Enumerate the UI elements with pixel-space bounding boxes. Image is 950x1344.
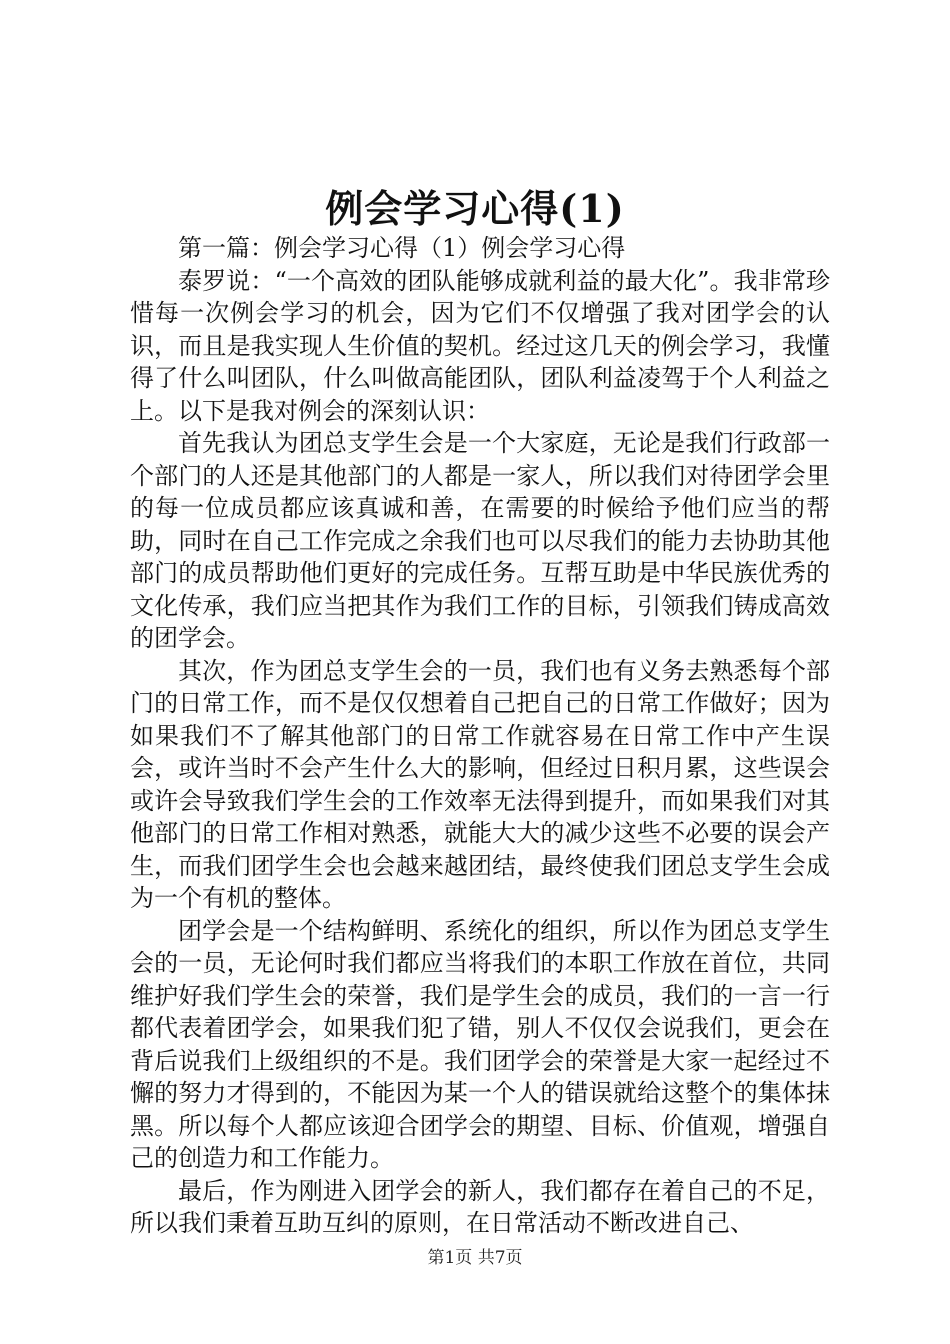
document-body: [130, 232, 830, 1240]
body-paragraph: 首先我认为团总支学生会是一个大家庭，无论是我们行政部一个部门的人还是其他部门的人都是一家人，所以我们对待团学会里的每一位成员都应该真诚和善，在需要的时候给予他们应当的帮助，同时在自己工作完成之余我们也可以尽我们的能力去协助其他部门的成员帮助他们更好的完成任务。互帮互助是中华民族优秀的文化传承，我们应当把其作为我们工作的目标，引领我们铸成高效的团学会。: [130, 429, 830, 652]
body-paragraph: 团学会是一个结构鲜明、系统化的组织，所以作为团总支学生会的一员，无论何时我们都应当将我们的本职工作放在首位，共同维护好我们学生会的荣誉，我们是学生会的成员，我们的一言一行都代表着团学会，如果我们犯了错，别人不仅仅会说我们，更会在背后说我们上级组织的不是。我们团学会的荣誉是大家一起经过不懈的努力才得到的，不能因为某一个人的错误就给这整个的集体抹黑。所以每个人都应该迎合团学会的期望、目标、价值观，增强自己的创造力和工作能力。: [130, 916, 830, 1172]
document-title: 例会学习心得(1): [325, 186, 625, 231]
body-paragraph: 泰罗说：“一个高效的团队能够成就利益的最大化”。我非常珍惜每一次例会学习的机会，因为它们不仅增强了我对团学会的认识，而且是我实现人生价值的契机。经过这几天的例会学习，我懂得了什么叫团队，什么叫做高能团队，团队利益凌驾于个人利益之上。以下是我对例会的深刻认识：: [130, 266, 830, 425]
page-number: 第1页 共7页: [427, 1248, 523, 1268]
section-heading: 第一篇：例会学习心得（1）例会学习心得: [178, 234, 626, 262]
body-paragraph: 最后，作为刚进入团学会的新人，我们都存在着自己的不足，所以我们秉着互助互纠的原则，在日常活动不断改进自己、: [130, 1176, 830, 1237]
body-paragraph: 其次，作为团总支学生会的一员，我们也有义务去熟悉每个部门的日常工作，而不是仅仅想着自己把自己的日常工作做好；因为如果我们不了解其他部门的日常工作就容易在日常工作中产生误会，或许当时不会产生什么大的影响，但经过日积月累，这些误会或许会导致我们学生会的工作效率无法得到提升，而如果我们对其他部门的日常工作相对熟悉，就能大大的减少这些不必要的误会产生，而我们团学生会也会越来越团结，最终使我们团总支学生会成为一个有机的整体。: [130, 656, 830, 912]
